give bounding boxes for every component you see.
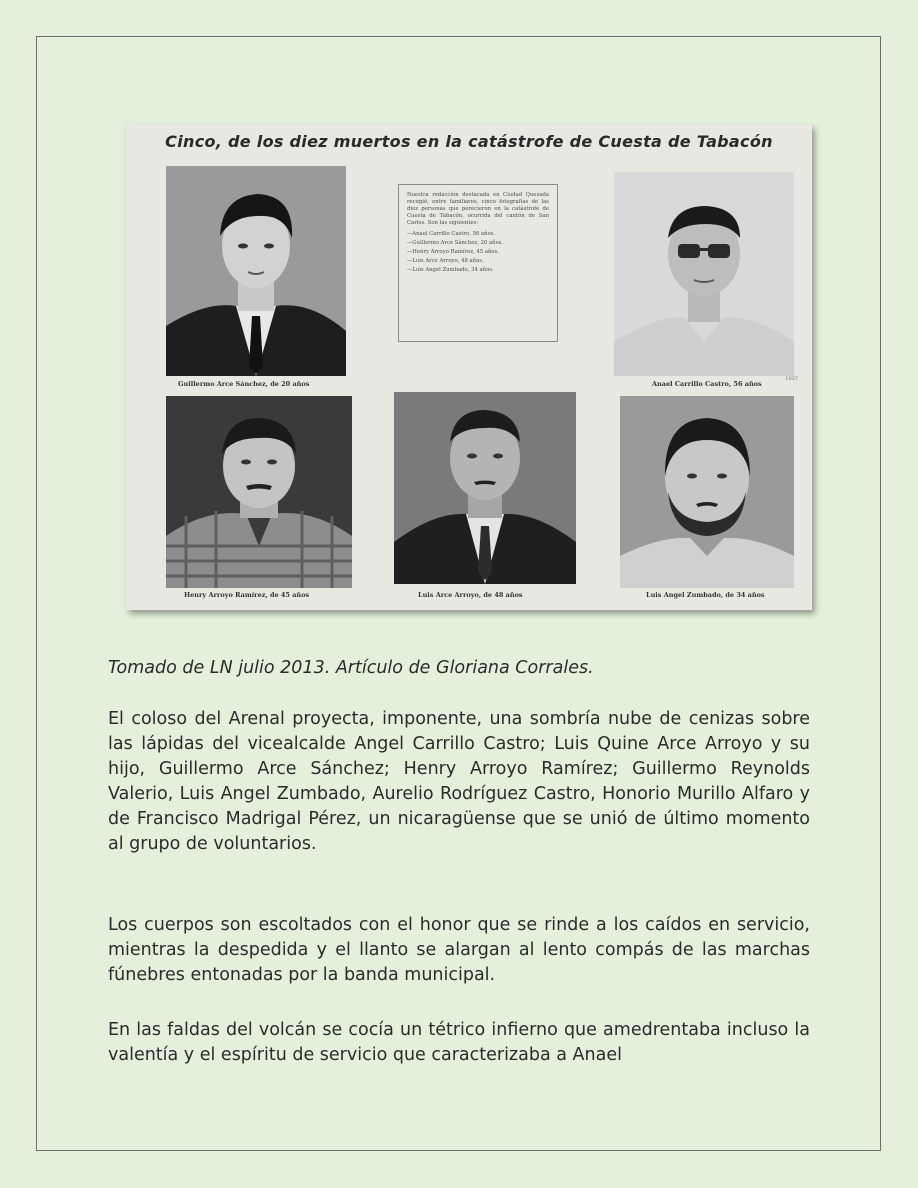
box-list-item: —Guillermo Arce Sánchez, 20 años. [407,240,504,246]
article-source-line: Tomado de LN julio 2013. Artículo de Gloriana Corrales. [108,658,594,678]
box-name-list [407,231,549,274]
caption-photo-3: Henry Arroyo Ramírez, de 45 años [184,591,310,599]
caption-photo-5: Luis Angel Zumbado, de 34 años [646,591,765,599]
clipping-headline: Cinco, de los diez muertos en la catástrofe de Cuesta de Tabacón [165,132,773,151]
box-list-item: —Luis Angel Zumbado, 34 años. [407,267,494,273]
portrait-photo-4 [394,392,576,584]
caption-photo-2: Anael Carrillo Castro, 56 años [652,380,762,388]
box-intro-text: Nuestra redacción destacada en Ciudad Quesada recogió, entre familiares, cinco fotografías de las diez personas que perecieron en la catástrofe de Cuesta de Tabacón, ocurrida del cantón de San Carlos. Son las siguientes: [407,192,549,226]
clipping-text-box [398,184,558,342]
box-list-item: —Luis Arce Arroyo, 48 años. [407,258,484,264]
newspaper-clipping [126,124,812,610]
clipping-page-number: 1037 [785,376,798,382]
article-paragraph-1: El coloso del Arenal proyecta, imponente, una sombría nube de cenizas sobre las lápidas del vicealcalde Angel Carrillo Castro; Luis Quine Arce Arroyo y su hijo, Guillermo Arce Sánchez; Henry Arroyo Ramírez; Guillermo Reynolds Valerio, Luis Angel Zumbado, Aurelio Rodríguez Castro, Honorio Murillo Alfaro y de Francisco Madrigal Pérez, un nicaragüense que se unió de último momento al grupo de voluntarios. [108,709,810,854]
portrait-photo-2 [614,172,794,376]
article-paragraph-3: En las faldas del volcán se cocía un tétrico infierno que amedrentaba incluso la valentía y el espíritu de servicio que caracterizaba a Anael [108,1020,810,1065]
portrait-photo-3 [166,396,352,588]
box-list-item: —Anael Carrillo Castro, 56 años. [407,231,496,237]
caption-photo-1: Guillermo Arce Sánchez, de 20 años [178,380,310,388]
caption-photo-4: Luis Arce Arroyo, de 48 años [418,591,523,599]
portrait-photo-5 [620,396,794,588]
portrait-photo-1 [166,166,346,376]
box-list-item: —Henry Arroyo Ramírez, 45 años. [407,249,500,255]
article-paragraph-2: Los cuerpos son escoltados con el honor que se rinde a los caídos en servicio, mientras la despedida y el llanto se alargan al lento compás de las marchas fúnebres entonadas por la banda municipal. [108,915,810,985]
